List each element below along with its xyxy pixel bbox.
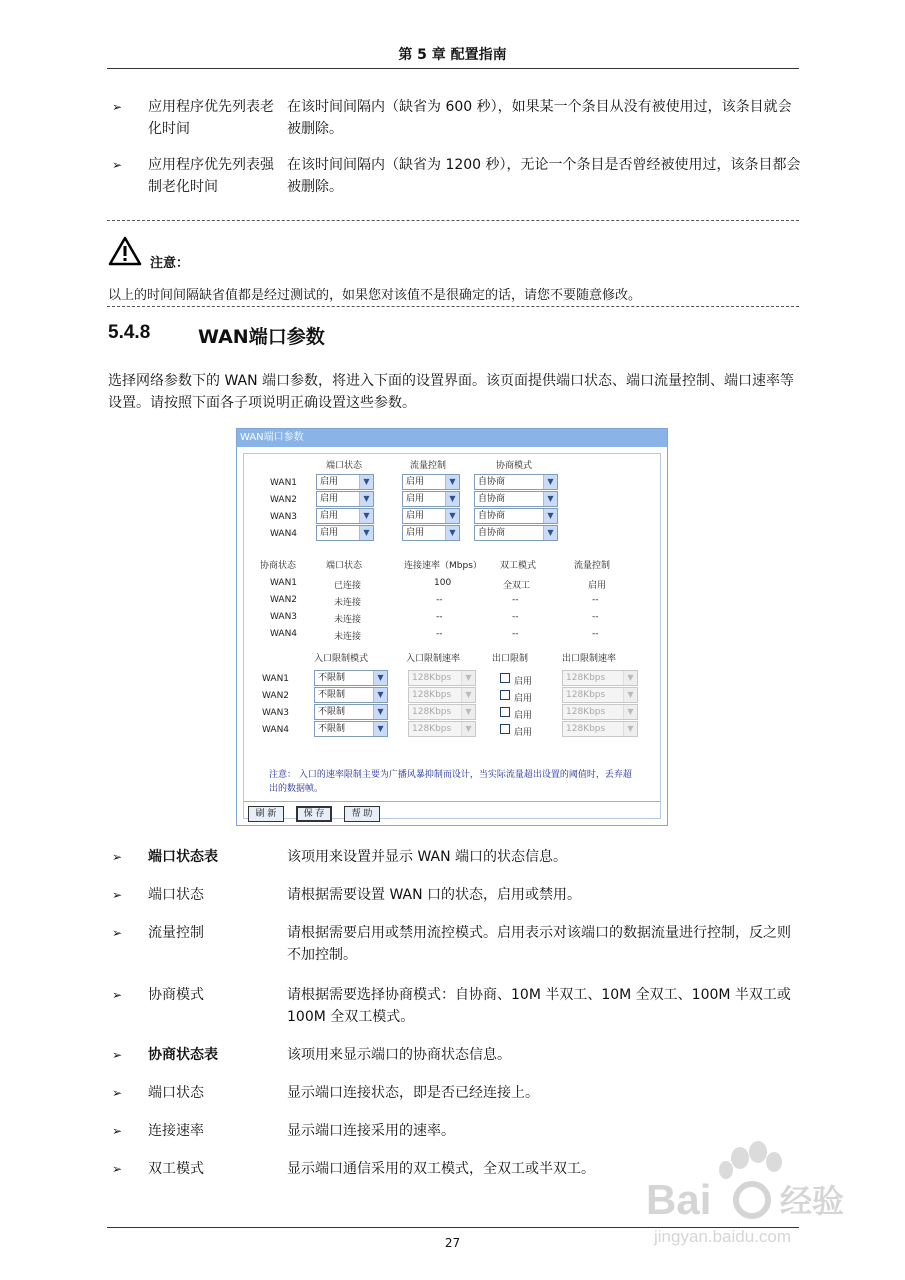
arrow-bullet-icon: ➢ — [112, 1086, 123, 1100]
chevron-down-icon: ▼ — [461, 722, 475, 736]
bullet-desc: 请根据需要设置 WAN 口的状态，启用或禁用。 — [287, 887, 582, 903]
list-item — [112, 1044, 802, 1066]
nego-mode-select[interactable]: 自协商 ▼ — [474, 491, 558, 507]
bullet-term: 应用程序优先列表老化时间 — [148, 99, 274, 137]
list-item — [112, 154, 802, 198]
egress-limit-label: 启用 — [514, 694, 533, 704]
list-item — [112, 922, 802, 966]
ingress-mode-select[interactable]: 不限制 ▼ — [314, 687, 388, 703]
flow-control-select[interactable]: 启用 ▼ — [402, 474, 460, 490]
row-port-label: WAN3 — [270, 612, 298, 622]
col-header-duplex: 双工模式 — [500, 561, 537, 571]
arrow-bullet-icon: ➢ — [112, 1162, 123, 1176]
col-header-nego-status: 协商状态 — [260, 561, 297, 571]
bullet-term: 端口状态 — [148, 1085, 204, 1101]
row-port-label: WAN2 — [270, 595, 298, 605]
bullet-term: 端口状态表 — [148, 849, 218, 865]
egress-rate-select[interactable]: 128Kbps ▼ — [562, 687, 638, 703]
egress-limit-checkbox[interactable] — [500, 724, 510, 734]
ingress-rate-select[interactable]: 128Kbps ▼ — [408, 670, 476, 686]
notice-label: 注意： — [150, 256, 190, 271]
notice-bottom-divider — [107, 306, 799, 307]
link-speed-value: 100 — [434, 578, 452, 588]
chevron-down-icon: ▼ — [359, 509, 373, 523]
watermark-brand: Bai — [646, 1176, 712, 1223]
col-header-link-speed: 连接速率（Mbps） — [404, 561, 482, 571]
list-item — [112, 884, 802, 906]
arrow-bullet-icon: ➢ — [112, 158, 123, 172]
ingress-rate-select[interactable]: 128Kbps ▼ — [408, 721, 476, 737]
link-speed-value: -- — [436, 612, 443, 622]
col-header-status-flow: 流量控制 — [574, 561, 611, 571]
chevron-down-icon: ▼ — [373, 705, 387, 719]
bullet-desc: 该项用来设置并显示 WAN 端口的状态信息。 — [287, 849, 568, 865]
arrow-bullet-icon: ➢ — [112, 988, 123, 1002]
watermark-url: jingyan.baidu.com — [654, 1227, 792, 1246]
header-rule — [107, 68, 799, 69]
list-item — [112, 1120, 802, 1142]
chevron-down-icon: ▼ — [359, 526, 373, 540]
chevron-down-icon: ▼ — [543, 475, 557, 489]
chevron-down-icon: ▼ — [623, 688, 637, 702]
port-state-select[interactable]: 启用 ▼ — [316, 508, 374, 524]
baidu-jingyan-watermark — [640, 1140, 870, 1250]
chevron-down-icon: ▼ — [373, 671, 387, 685]
egress-limit-checkbox[interactable] — [500, 707, 510, 717]
bullet-desc: 显示端口连接状态，即是否已经连接上。 — [287, 1085, 539, 1101]
panel-note-label: 注意： — [269, 770, 297, 780]
col-header-ingress-mode: 入口限制模式 — [314, 654, 369, 664]
chevron-down-icon: ▼ — [373, 722, 387, 736]
egress-rate-select[interactable]: 128Kbps ▼ — [562, 721, 638, 737]
ingress-mode-select[interactable]: 不限制 ▼ — [314, 721, 388, 737]
row-port-label: WAN2 — [270, 495, 298, 505]
list-item — [112, 96, 802, 140]
link-speed-value: -- — [436, 595, 443, 605]
link-state-value: 已连接 — [334, 581, 362, 591]
chevron-down-icon: ▼ — [445, 509, 459, 523]
bullet-desc: 显示端口连接采用的速率。 — [287, 1123, 455, 1139]
duplex-value: -- — [512, 595, 519, 605]
duplex-value: -- — [512, 629, 519, 639]
list-item — [112, 846, 802, 868]
chevron-down-icon: ▼ — [543, 526, 557, 540]
chevron-down-icon: ▼ — [623, 671, 637, 685]
page-number: 27 — [444, 1236, 461, 1250]
panel-title: WAN端口参数 — [237, 429, 667, 447]
link-state-value: 未连接 — [334, 632, 362, 642]
chevron-down-icon: ▼ — [359, 475, 373, 489]
chevron-down-icon: ▼ — [461, 688, 475, 702]
flow-control-select[interactable]: 启用 ▼ — [402, 525, 460, 541]
col-header-nego-mode: 协商模式 — [496, 461, 533, 471]
chevron-down-icon: ▼ — [461, 705, 475, 719]
bullet-term: 双工模式 — [148, 1161, 204, 1177]
egress-limit-label: 启用 — [514, 728, 533, 738]
link-state-value: 未连接 — [334, 615, 362, 625]
wan-port-settings-panel — [236, 428, 668, 826]
arrow-bullet-icon: ➢ — [112, 850, 123, 864]
link-speed-value: -- — [436, 629, 443, 639]
row-port-label: WAN3 — [262, 708, 290, 718]
intro-paragraph: 选择网络参数下的 WAN 端口参数，将进入下面的设置界面。该页面提供端口状态、端口流量控制、端口速率等设置。请按照下面各子项说明正确设置这些参数。 — [108, 373, 795, 411]
chevron-down-icon: ▼ — [623, 722, 637, 736]
col-header-flow-control: 流量控制 — [410, 461, 447, 471]
bullet-desc: 请根据需要启用或禁用流控模式。启用表示对该端口的数据流量进行控制，反之则不加控制。 — [287, 925, 791, 963]
nego-mode-select[interactable]: 自协商 ▼ — [474, 525, 558, 541]
col-header-egress-rate: 出口限制速率 — [562, 654, 617, 664]
help-button[interactable]: 帮 助 — [344, 806, 380, 822]
bullet-term: 端口状态 — [148, 887, 204, 903]
save-button[interactable]: 保 存 — [296, 806, 332, 822]
col-header-port-state: 端口状态 — [326, 461, 363, 471]
row-port-label: WAN1 — [270, 478, 298, 488]
col-header-link-state: 端口状态 — [326, 561, 363, 571]
ingress-mode-select[interactable]: 不限制 ▼ — [314, 704, 388, 720]
chevron-down-icon: ▼ — [445, 492, 459, 506]
row-port-label: WAN3 — [270, 512, 298, 522]
bullet-term: 协商状态表 — [148, 1047, 218, 1063]
bullet-desc: 在该时间间隔内（缺省为 600 秒），如果某一个条目从没有被使用过，该条目就会被删除。 — [287, 99, 792, 137]
bullet-desc: 在该时间间隔内（缺省为 1200 秒），无论一个条目是否曾经被使用过，该条目都会被删除。 — [287, 157, 801, 195]
warning-icon — [108, 236, 142, 266]
egress-limit-label: 启用 — [514, 677, 533, 687]
list-item — [112, 984, 802, 1028]
bullet-term: 协商模式 — [148, 987, 204, 1003]
bullet-term: 应用程序优先列表强制老化时间 — [148, 157, 274, 195]
bullet-term: 连接速率 — [148, 1123, 204, 1139]
bullet-term: 流量控制 — [148, 925, 204, 941]
egress-limit-checkbox[interactable] — [500, 673, 510, 683]
egress-rate-select[interactable]: 128Kbps ▼ — [562, 704, 638, 720]
notice-text: 以上的时间间隔缺省值都是经过测试的，如果您对该值不是很确定的话，请您不要随意修改。 — [108, 288, 642, 303]
chevron-down-icon: ▼ — [623, 705, 637, 719]
bullet-desc: 该项用来显示端口的协商状态信息。 — [287, 1047, 511, 1063]
row-port-label: WAN1 — [262, 674, 290, 684]
row-port-label: WAN2 — [262, 691, 290, 701]
arrow-bullet-icon: ➢ — [112, 1124, 123, 1138]
watermark-brand-2: 经验 — [780, 1182, 845, 1220]
port-state-select[interactable]: 启用 ▼ — [316, 474, 374, 490]
row-port-label: WAN4 — [270, 629, 298, 639]
egress-limit-label: 启用 — [514, 711, 533, 721]
panel-note — [269, 768, 639, 796]
ingress-rate-select[interactable]: 128Kbps ▼ — [408, 704, 476, 720]
arrow-bullet-icon: ➢ — [112, 926, 123, 940]
port-state-select[interactable]: 启用 ▼ — [316, 491, 374, 507]
paw-icon — [640, 1140, 870, 1250]
chevron-down-icon: ▼ — [445, 526, 459, 540]
notice-top-divider — [107, 220, 799, 221]
bullet-desc: 显示端口通信采用的双工模式，全双工或半双工。 — [287, 1161, 595, 1177]
egress-rate-select[interactable]: 128Kbps ▼ — [562, 670, 638, 686]
duplex-value: -- — [512, 612, 519, 622]
panel-note-text: 入口的速率限制主要为广播风暴抑制而设计，当实际流量超出设置的阈值时，丢弃超出的数据帧。 — [269, 770, 632, 794]
status-flow-value: -- — [592, 595, 599, 605]
chevron-down-icon: ▼ — [461, 671, 475, 685]
footer-rule — [107, 1227, 799, 1228]
refresh-button[interactable]: 刷 新 — [248, 806, 284, 822]
port-state-select[interactable]: 启用 ▼ — [316, 525, 374, 541]
chevron-down-icon: ▼ — [543, 492, 557, 506]
arrow-bullet-icon: ➢ — [112, 888, 123, 902]
status-flow-value: -- — [592, 629, 599, 639]
flow-control-select[interactable]: 启用 ▼ — [402, 508, 460, 524]
row-port-label: WAN4 — [270, 529, 298, 539]
arrow-bullet-icon: ➢ — [112, 100, 123, 114]
duplex-value: 全双工 — [503, 581, 531, 591]
row-port-label: WAN1 — [270, 578, 298, 588]
status-flow-value: 启用 — [588, 581, 607, 591]
flow-control-select[interactable]: 启用 ▼ — [402, 491, 460, 507]
section-title: WAN端口参数 — [198, 326, 325, 348]
egress-limit-checkbox[interactable] — [500, 690, 510, 700]
col-header-egress-limit: 出口限制 — [492, 654, 529, 664]
col-header-ingress-rate: 入口限制速率 — [406, 654, 461, 664]
status-flow-value: -- — [592, 612, 599, 622]
row-port-label: WAN4 — [262, 725, 290, 735]
ingress-rate-select[interactable]: 128Kbps ▼ — [408, 687, 476, 703]
panel-body — [243, 453, 661, 819]
section-number: 5.4.8 — [108, 322, 151, 343]
ingress-mode-select[interactable]: 不限制 ▼ — [314, 670, 388, 686]
list-item — [112, 1082, 802, 1104]
chevron-down-icon: ▼ — [445, 475, 459, 489]
bullet-desc: 请根据需要选择协商模式：自协商、10M 半双工、10M 全双工、100M 半双工或 100M 全双工模式。 — [287, 987, 791, 1025]
chevron-down-icon: ▼ — [543, 509, 557, 523]
chevron-down-icon: ▼ — [359, 492, 373, 506]
nego-mode-select[interactable]: 自协商 ▼ — [474, 474, 558, 490]
arrow-bullet-icon: ➢ — [112, 1048, 123, 1062]
chevron-down-icon: ▼ — [373, 688, 387, 702]
button-bar-divider — [244, 801, 660, 802]
chapter-header: 第 5 章 配置指南 — [398, 47, 507, 63]
nego-mode-select[interactable]: 自协商 ▼ — [474, 508, 558, 524]
link-state-value: 未连接 — [334, 598, 362, 608]
